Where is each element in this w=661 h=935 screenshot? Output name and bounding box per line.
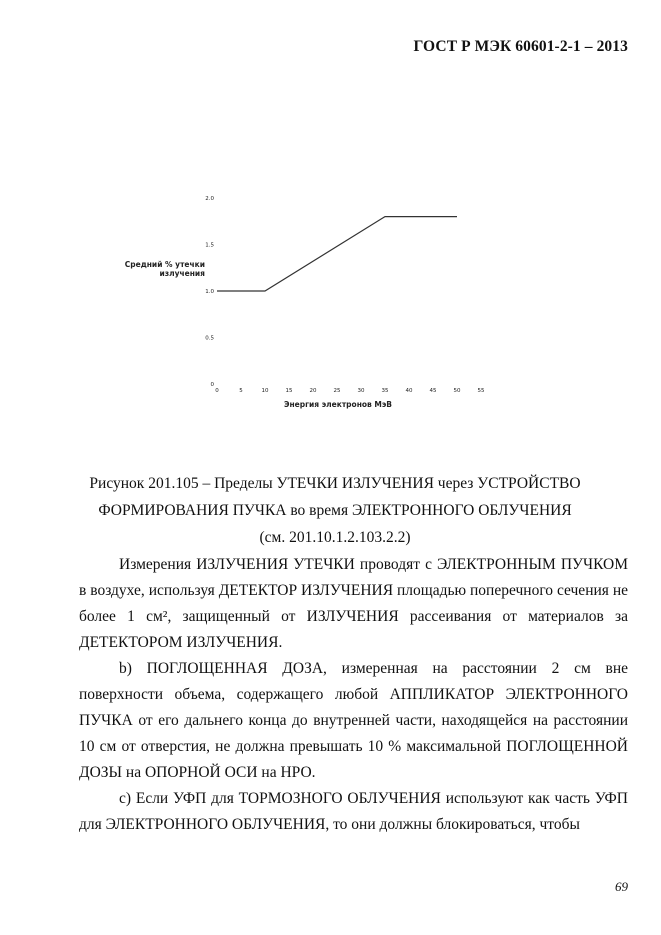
x-tick-label: 10 — [261, 388, 269, 394]
figure-caption-line-2: ФОРМИРОВАНИЯ ПУЧКА во время ЭЛЕКТРОННОГО ОБЛУЧЕНИЯ — [98, 502, 572, 519]
x-tick-label: 35 — [381, 388, 389, 394]
x-tick-label: 40 — [405, 388, 413, 394]
x-tick-label: 0 — [215, 388, 219, 394]
body-text — [79, 552, 628, 838]
leakage-limit-line — [217, 217, 457, 291]
y-tick-label: 1.5 — [205, 242, 214, 249]
page-number: 69 — [615, 879, 628, 894]
figure-caption-line-1: Рисунок 201.105 – Пределы УТЕЧКИ ИЗЛУЧЕНИЯ через УСТРОЙСТВО — [89, 475, 581, 492]
document-header: ГОСТ Р МЭК 60601-2-1 – 2013 — [413, 38, 628, 55]
y-tick-label: 0 — [210, 382, 214, 388]
x-axis-label: Энергия электронов МэВ — [283, 400, 393, 409]
x-tick-label: 20 — [309, 388, 317, 394]
x-tick-label: 5 — [239, 388, 243, 394]
figure-caption-line-3: (см. 201.10.1.2.103.2.2) — [259, 529, 411, 546]
x-tick-label: 50 — [453, 388, 461, 394]
paragraph-ufp-interlock: с) Если УФП для ТОРМОЗНОГО ОБЛУЧЕНИЯ используют как часть УФП для ЭЛЕКТРОННОГО ОБЛУЧЕНИЯ, то они должны блокироваться, чтобы — [79, 790, 628, 833]
y-tick-label: 1.0 — [205, 289, 214, 295]
x-tick-label: 25 — [333, 388, 341, 394]
x-tick-label: 45 — [429, 388, 437, 394]
y-tick-label: 0.5 — [205, 335, 214, 342]
paragraph-absorbed-dose: b) ПОГЛОЩЕННАЯ ДОЗА, измеренная на расстоянии 2 см вне поверхности объема, содержащего любой АППЛИКАТОР ЭЛЕКТРОННОГО ПУЧКА от его дальнего конца до внутренней части, находящейся на расстоянии 10 см от отверстия, не должна превышать 10 % максимальной ПОГЛОЩЕННОЙ ДОЗЫ на ОПОРНОЙ ОСИ на НРО. — [79, 660, 628, 781]
x-tick-label: 30 — [357, 388, 365, 394]
x-tick-label: 55 — [477, 388, 485, 394]
y-axis-label-line-2: излучения — [159, 269, 205, 278]
x-tick-label: 15 — [285, 388, 293, 394]
paragraph-leakage-measurement: Измерения ИЗЛУЧЕНИЯ УТЕЧКИ проводят с ЭЛЕКТРОННЫМ ПУЧКОМ в воздухе, используя ДЕТЕКТОР ИЗЛУЧЕНИЯ площадью поперечного сечения не более 1 см², защищенный от ИЗЛУЧЕНИЯ рассеивания от материалов за ДЕТЕКТОРОМ ИЗЛУЧЕНИЯ. — [79, 556, 628, 651]
leakage-chart — [120, 180, 540, 420]
y-tick-label: 2.0 — [205, 196, 214, 202]
y-axis-label-line-1: Средний % утечки — [124, 260, 205, 269]
